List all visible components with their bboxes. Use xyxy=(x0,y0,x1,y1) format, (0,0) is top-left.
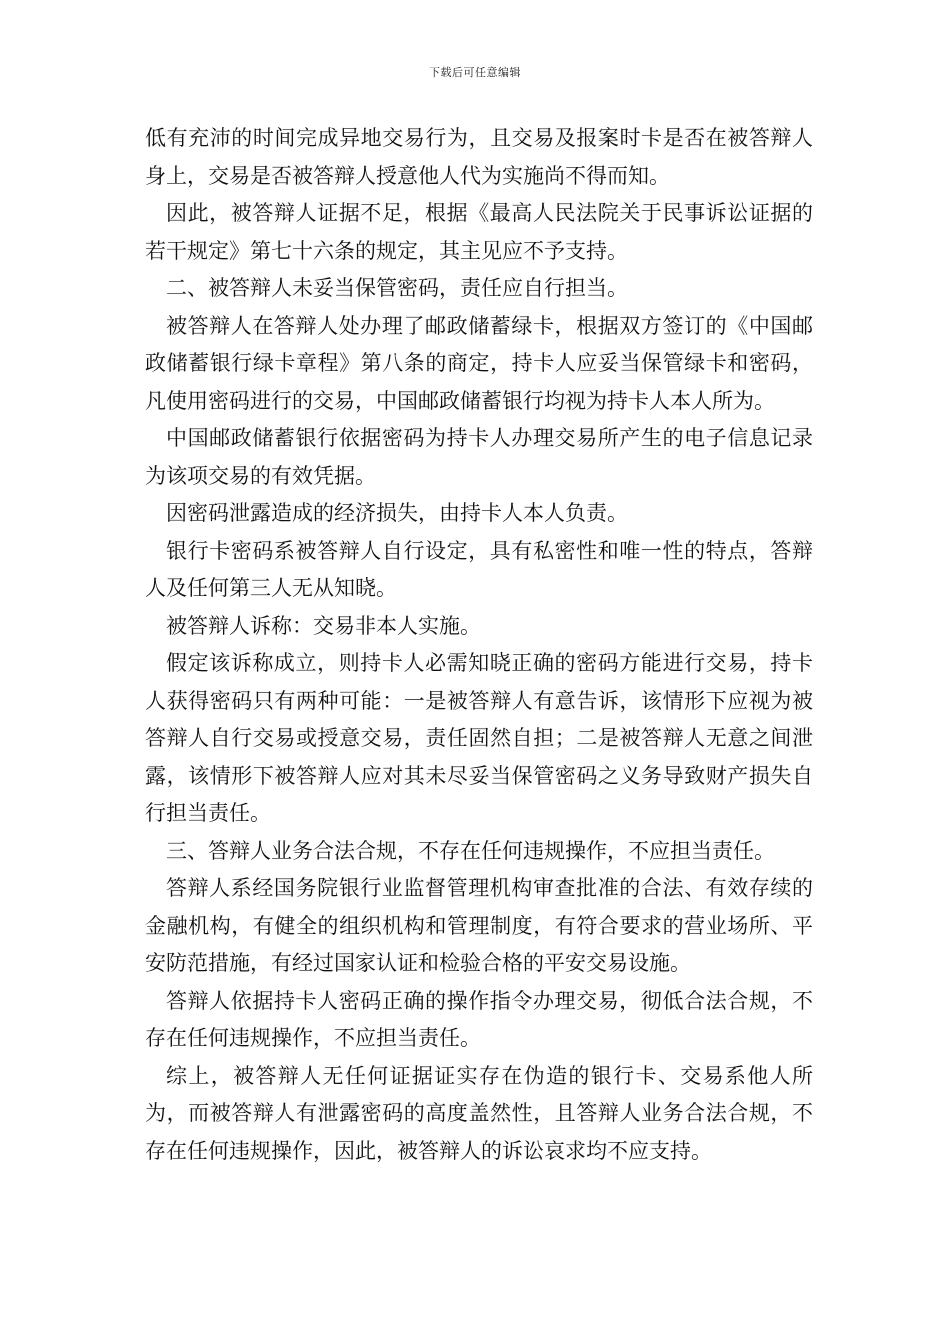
paragraph: 假定该诉称成立，则持卡人必需知晓正确的密码方能进行交易，持卡人获得密码只有两种可能：一是被答辩人有意告诉，该情形下应视为被答辩人自行交易或授意交易，责任固然自担；二是被答辩人无意之间泄露，该情形下被答辩人应对其未尽妥当保管密码之义务导致财产损失自行担当责任。 xyxy=(145,651,813,825)
paragraph: 答辩人依据持卡人密码正确的操作指令办理交易，彻低合法合规，不存在任何违规操作，不应担当责任。 xyxy=(145,988,813,1050)
paragraph-continuation: 低有充沛的时间完成异地交易行为，且交易及报案时卡是否在被答辩人身上，交易是否被答辩人授意他人代为实施尚不得而知。 xyxy=(145,126,813,188)
paragraph: 被答辩人诉称：交易非本人实施。 xyxy=(166,613,481,638)
paragraph: 因此，被答辩人证据不足，根据《最高人民法院关于民事诉讼证据的若干规定》第七十六条的规定，其主见应不予支持。 xyxy=(145,201,813,263)
section-heading-2: 二、被答辩人未妥当保管密码，责任应自行担当。 xyxy=(166,276,628,300)
paragraph: 银行卡密码系被答辩人自行设定，具有私密性和唯一性的特点，答辩人及任何第三人无从知晓。 xyxy=(145,538,813,600)
document-body xyxy=(145,120,813,1170)
page-header: 下载后可任意编辑 xyxy=(429,66,521,79)
paragraph: 答辩人系经国务院银行业监督管理机构审查批准的合法、有效存续的金融机构，有健全的组织机构和管理制度，有符合要求的营业场所、平安防范措施，有经过国家认证和检验合格的平安交易设施。 xyxy=(145,876,813,975)
section-heading-3: 三、答辩人业务合法合规，不存在任何违规操作，不应担当责任。 xyxy=(166,838,775,863)
paragraph-conclusion: 综上，被答辩人无任何证据证实存在伪造的银行卡、交易系他人所为，而被答辩人有泄露密码的高度盖然性，且答辩人业务合法合规，不存在任何违规操作，因此，被答辩人的诉讼哀求均不应支持。 xyxy=(145,1063,813,1163)
paragraph: 因密码泄露造成的经济损失，由持卡人本人负责。 xyxy=(166,501,628,525)
paragraph: 中国邮政储蓄银行依据密码为持卡人办理交易所产生的电子信息记录为该项交易的有效凭据。 xyxy=(145,426,813,488)
paragraph: 被答辩人在答辩人处办理了邮政储蓄绿卡，根据双方签订的《中国邮政储蓄银行绿卡章程》第八条的商定，持卡人应妥当保管绿卡和密码，凡使用密码进行的交易，中国邮政储蓄银行均视为持卡人本人所为。 xyxy=(145,313,813,413)
